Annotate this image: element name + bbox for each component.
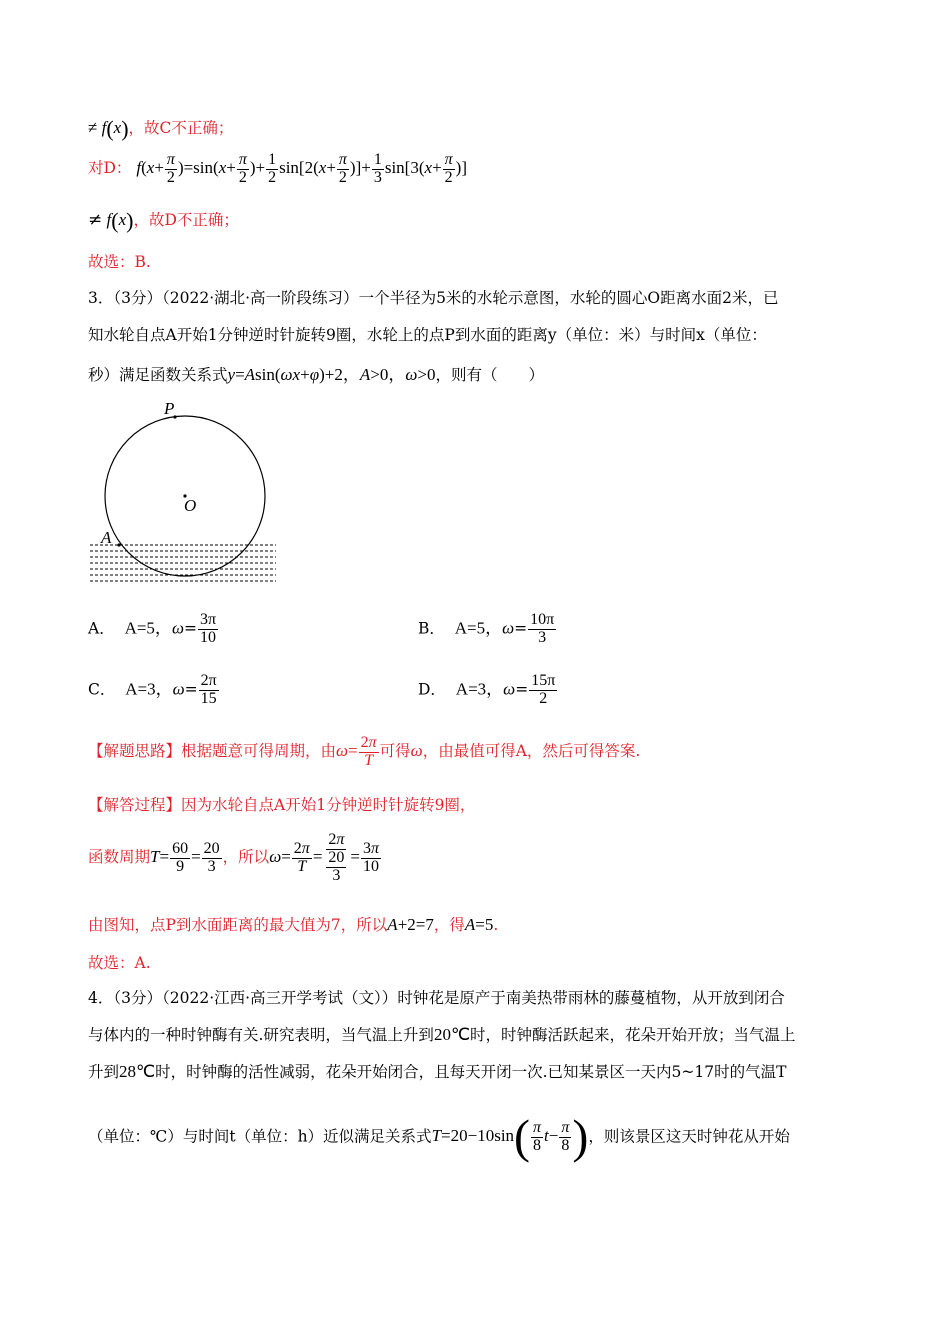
- q3-answer: 故选：A.: [88, 954, 151, 972]
- prev-d-equation: 对D： f(x+ $\frac{\pi}{2}$ )=sin(x+ $\frac{\pi}{2}$ )+ $\frac{1}{2}$ sin[2(x+ $\frac{\pi}{2}$ )]+ $\frac{1}{3}$ sin[3(x+ $\frac{\pi}{2}$ )]: [88, 151, 467, 186]
- option-d[interactable]: D． A=3，ω= $\frac{15\pi}{2}$: [418, 672, 556, 707]
- option-c[interactable]: C． A=3，ω= $\frac{2\pi}{15}$: [88, 672, 217, 707]
- label-o: O: [184, 496, 197, 515]
- q3-stem-line2: 知水轮自点A开始1分钟逆时针旋转9圈，水轮上的点P到水面的距离y（单位：米）与时间x（单位：: [88, 326, 767, 344]
- option-a[interactable]: A． A=5，ω= $\frac{3\pi}{10}$: [88, 611, 217, 646]
- label-p: P: [164, 399, 175, 418]
- q3-stem-line3: 秒）满足函数关系式y=Asin(ωx+φ)+2，A>0，ω>0，则有（ ）: [88, 365, 544, 384]
- prev-answer: 故选：B.: [88, 253, 151, 271]
- q4-stem-line4: （单位：℃）与时间t（单位：h）近似满足关系式T=20−10sin( $\frac{\pi}{8}$ t− $\frac{\pi}{8}$ )，则该景区这天时钟花从开始: [88, 1111, 790, 1164]
- q3-solution-idea: 【解题思路】根据题意可得周期，由ω= $\frac{2\pi}{T}$ 可得ω，由最值可得A，然后可得答案.: [88, 734, 641, 769]
- q3-period-equation: 函数周期T= $\frac{60}{9}$ = $\frac{20}{3}$ ，所以ω= $\frac{2\pi}{T}$ = $\frac{2\pi}{\frac{20}{3}}$ = $\frac{3\pi}{10}$: [88, 831, 380, 884]
- q4-stem-line2: 与体内的一种时钟酶有关.研究表明，当气温上升到20℃时，时钟酶活跃起来，花朵开始开放；当气温上: [88, 1025, 796, 1044]
- point-a: [117, 543, 120, 546]
- q3-stem-line1: 3．（3分）（2022·湖北·高一阶段练习）一个半径为5米的水轮示意图，水轮的圆心O距离水面2米，已: [88, 289, 779, 307]
- q3-solution-process: 【解答过程】因为水轮自点A开始1分钟逆时针旋转9圈，: [88, 796, 476, 814]
- prev-c-conclusion: ≠ f(x)，故C不正确；: [88, 116, 234, 141]
- option-b[interactable]: B． A=5，ω= $\frac{10\pi}{3}$: [418, 611, 555, 646]
- q3-max-value: 由图知，点P到水面距离的最大值为7，所以A+2=7，得A=5.: [88, 915, 499, 934]
- label-a: A: [101, 528, 112, 547]
- water-wheel-figure: [86, 395, 286, 587]
- q4-stem-line3: 升到28℃时，时钟酶的活性减弱，花朵开始闭合，且每天开闭一次.已知某景区一天内5~17时的气温T: [88, 1062, 787, 1081]
- prev-d-conclusion: ≠ f(x)，故D不正确；: [88, 208, 239, 233]
- q4-stem-line1: 4．（3分）（2022·江西·高三开学考试（文））时钟花是原产于南美热带雨林的藤蔓植物，从开放到闭合: [88, 989, 785, 1007]
